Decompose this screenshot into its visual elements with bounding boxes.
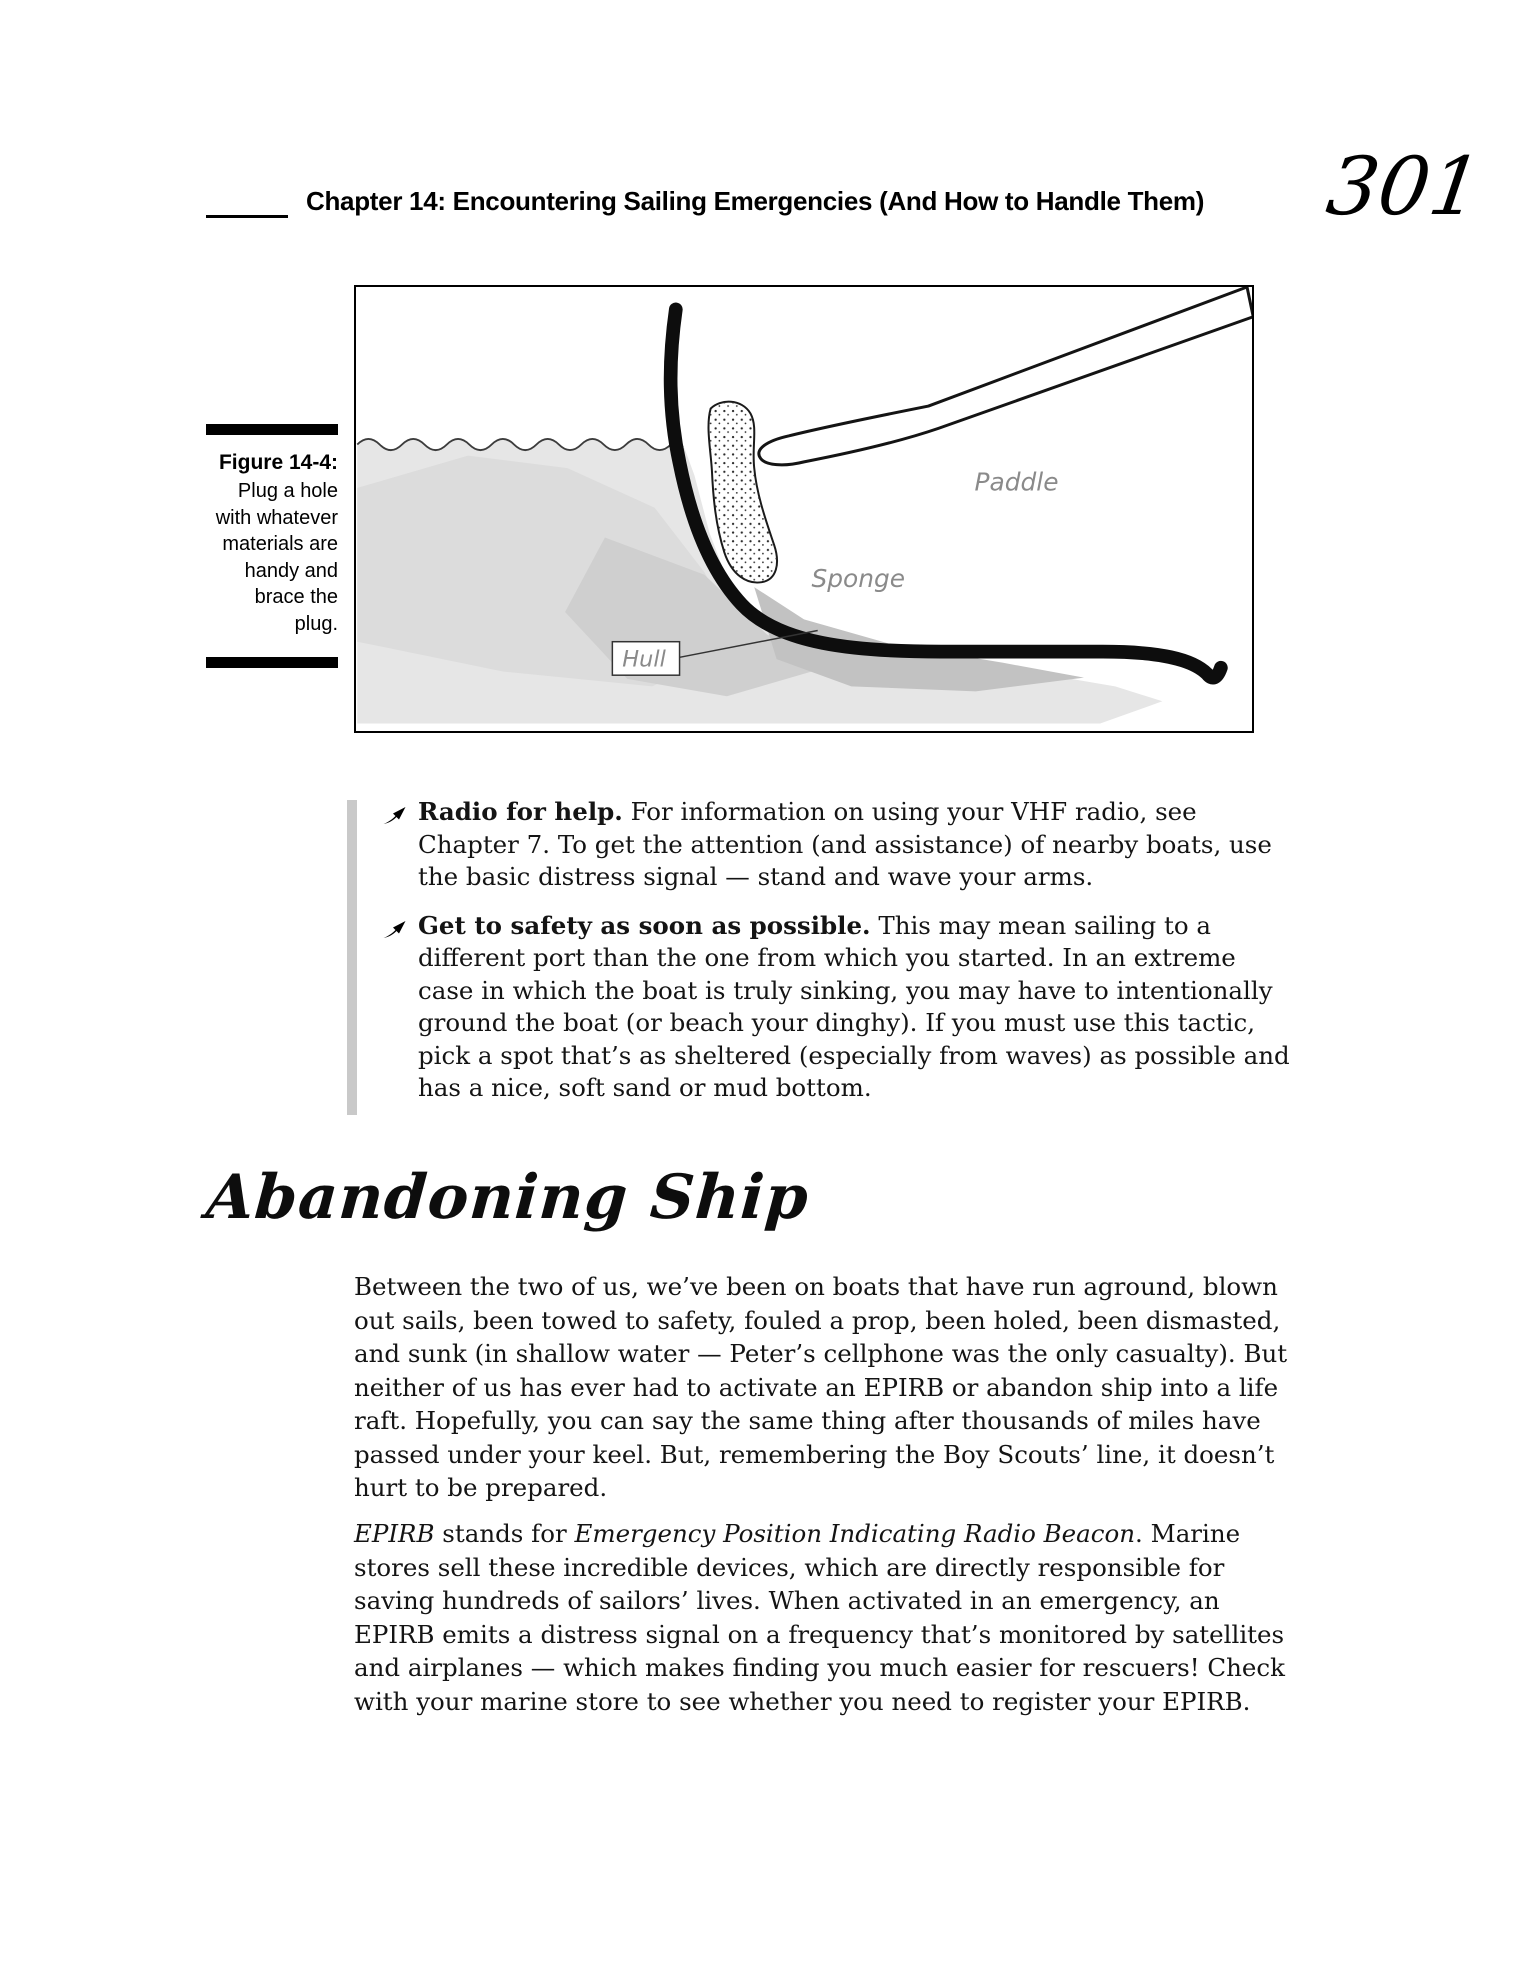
- arrow-bullet-icon: [382, 910, 418, 1105]
- body-paragraph: [354, 1517, 1306, 1718]
- list-item: [354, 796, 1324, 894]
- arrow-bullet-icon: [382, 796, 418, 894]
- bullet-text: [418, 910, 1298, 1105]
- sponge: [708, 402, 777, 583]
- caption-bar-top: [206, 424, 338, 435]
- list-item: [354, 910, 1324, 1105]
- hull-label: Hull: [622, 646, 666, 673]
- caption-bar-bottom: [206, 657, 338, 668]
- sponge-label: Sponge: [811, 564, 906, 594]
- bullet-lead: Get to safety as soon as possible.: [418, 910, 871, 940]
- para2-text: . Marine stores sell these incredible devices, which are directly responsible for saving hundreds of sailors’ lives. When activated in an emergency, an EPIRB emits a distress signal on a frequency that’s monitored by satellites and airplanes — which makes finding you much easier for rescuers! Check with your marine store to see whether you need to register your EPIRB.: [354, 1519, 1285, 1716]
- bullet-list: [354, 796, 1324, 1121]
- bullet-text: [418, 796, 1298, 894]
- section-heading: Abandoning Ship: [204, 1162, 812, 1233]
- body-paragraph: Between the two of us, we’ve been on boats that have run aground, blown out sails, been towed to safety, fouled a prop, been holed, been dismasted, and sunk (in shallow water — Peter’s cellphone was the only casualty). But neither of us has ever had to activate an EPIRB or abandon ship into a life raft. Hopefully, you can say the same thing after thousands of miles have passed under your keel. But, remembering the Boy Scouts’ line, it doesn’t hurt to be prepared.: [354, 1272, 1288, 1502]
- bullet-rail: [347, 800, 357, 1115]
- figure-caption-text: Plug a hole with whatever materials are handy and brace the plug.: [215, 480, 338, 635]
- para2-text: stands for: [434, 1519, 575, 1548]
- figure-caption-label: Figure 14-4:: [218, 451, 338, 474]
- bullet-lead: Radio for help.: [418, 797, 623, 826]
- figure-illustration: [356, 287, 1252, 731]
- figure-frame: [354, 285, 1254, 733]
- paddle: [759, 287, 1252, 465]
- header-rule: [206, 215, 288, 218]
- page-number: 301: [1321, 140, 1488, 233]
- chapter-title: Chapter 14: Encountering Sailing Emergencies (And How to Handle Them): [306, 186, 1205, 216]
- epirb-expansion: Emergency Position Indicating Radio Beacon: [574, 1519, 1136, 1548]
- bullet-body: For information on using your VHF radio, see Chapter 7. To get the attention (and assistance) of nearby boats, use the basic distress signal — stand and wave your arms.: [418, 797, 1272, 891]
- figure-caption: [206, 424, 338, 668]
- epirb-term: EPIRB: [354, 1519, 435, 1548]
- paddle-label: Paddle: [974, 467, 1059, 497]
- bullet-body: This may mean sailing to a different port than the one from which you started. In an extreme case in which the boat is truly sinking, you may have to intentionally ground the boat (or beach your dinghy). If you must use this tactic, pick a spot that’s as sheltered (especially from waves) as possible and has a nice, soft sand or mud bottom.: [418, 910, 1290, 1102]
